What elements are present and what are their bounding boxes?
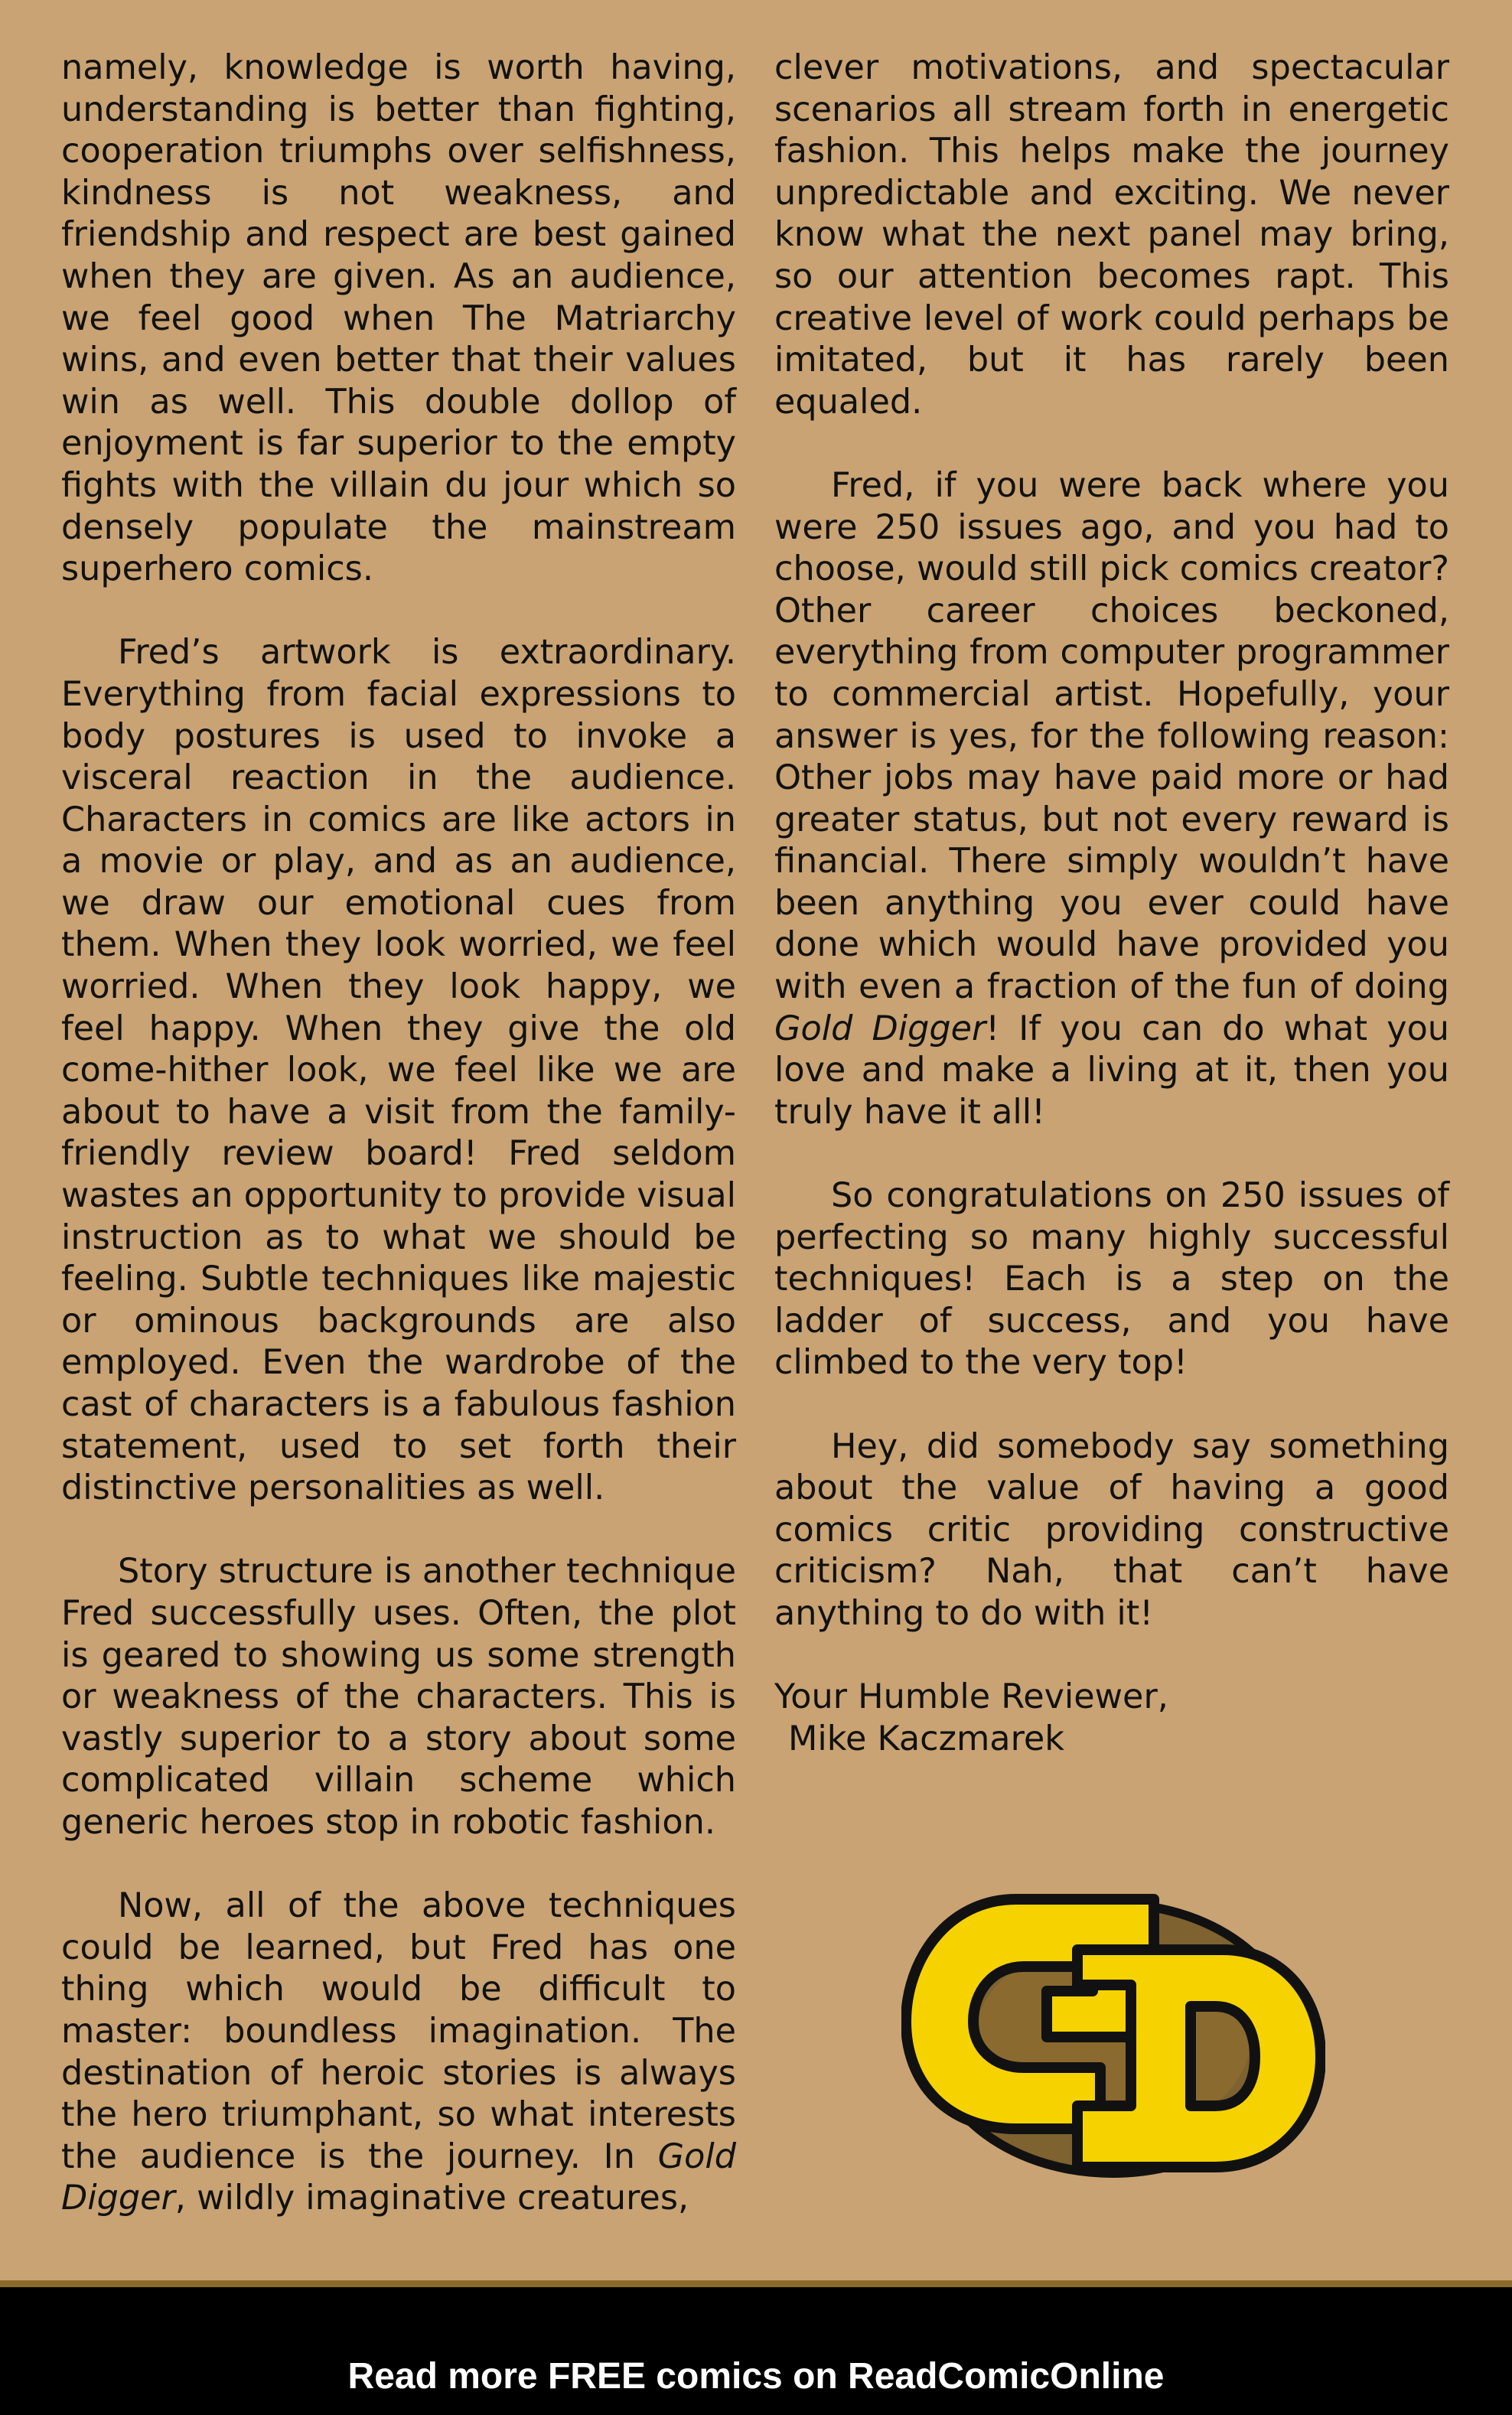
- left-paragraph-2: Fred’s artwork is extraordinary. Everything from facial expressions to body postures is used to invoke a visceral reaction in the audience. Characters in comics are like actors in a movie or play, and as an audience, we draw our emotional cues from them. When they look worried, we feel worried. When they look happy, we feel happy. When they give the old come-hither look, we feel like we are about to have a visit from the family-friendly review board! Fred seldom wastes an opportunity to provide visual instruction as to what we should be feeling. Subtle techniques like majestic or ominous backgrounds are also employed. Even the wardrobe of the cast of characters is a fabulous fashion statement, used to set forth their distinctive personalities as well.: [61, 633, 736, 1508]
- right-paragraph-2: [774, 465, 1449, 1134]
- footer-link[interactable]: Read more FREE comics on ReadComicOnline: [347, 2356, 1165, 2397]
- page-divider: [0, 2280, 1512, 2287]
- left-paragraph-4: [61, 1885, 736, 2220]
- gold-digger-title: Gold Digger: [774, 1009, 986, 1048]
- right-paragraph-2-text-a: Fred, if you were back where you were 250 issues ago, and you had to choose, would still pick comics creator? Other career choices beckoned, everything from computer programmer to commercial artist. Hopefully, your answer is yes, for the following reason: Other jobs may have paid more or had greater status, but not every reward is financial. There simply wouldn’t have been anything you ever could have done which would have provided you with even a fraction of the fun of doing: [774, 465, 1449, 1007]
- left-column: [61, 47, 736, 2220]
- right-paragraph-4: Hey, did somebody say something about the value of having a good comics critic providing constructive criticism? Nah, that can’t have anything to do with it!: [774, 1426, 1449, 1633]
- left-paragraph-3: Story structure is another technique Fred successfully uses. Often, the plot is geared to showing us some strength or weakness of the characters. This is vastly superior to a story about some complicated villain scheme which generic heroes stop in robotic fashion.: [61, 1552, 736, 1842]
- right-paragraph-1: clever motivations, and spectacular scenarios all stream forth in energetic fashion. This helps make the journey unpredictable and exciting. We never know what the next panel may bring, so our attention becomes rapt. This creative level of work could perhaps be imitated, but it has rarely been equaled.: [774, 48, 1449, 422]
- author-name: Mike Kaczmarek: [788, 1719, 1065, 1758]
- left-paragraph-4-text-b: , wildly imaginative creatures,: [174, 2179, 689, 2218]
- left-paragraph-1: namely, knowledge is worth having, understanding is better than fighting, cooperation triumphs over selfishness, kindness is not weakness, and friendship and respect are best gained when they are given. As an audience, we feel good when The Matriarchy wins, and even better that their values win as well. This double dollop of enjoyment is far superior to the empty fights with the villain du jour which so densely populate the mainstream superhero comics.: [61, 48, 736, 589]
- signoff: Your Humble Reviewer,: [774, 1677, 1168, 1717]
- left-paragraph-4-text-a: Now, all of the above techniques could be learned, but Fred has one thing which would be difficult to master: boundless imagination. The destination of heroic stories is always the hero triumphant, so what interests the audience is the journey. In: [61, 1886, 736, 2176]
- gold-digger-title: Gold Digger: [61, 2136, 736, 2218]
- right-paragraph-2-text-b: ! If you can do what you love and make a living at it, then you truly have it all!: [774, 1009, 1449, 1132]
- signature: [774, 1677, 1449, 1760]
- right-column: [774, 47, 1449, 1760]
- right-paragraph-3: So congratulations on 250 issues of perfecting so many highly successful techniques! Each is a step on the ladder of success, and you have climbed to the very top!: [774, 1176, 1449, 1383]
- gd-logo-icon: [901, 1876, 1325, 2196]
